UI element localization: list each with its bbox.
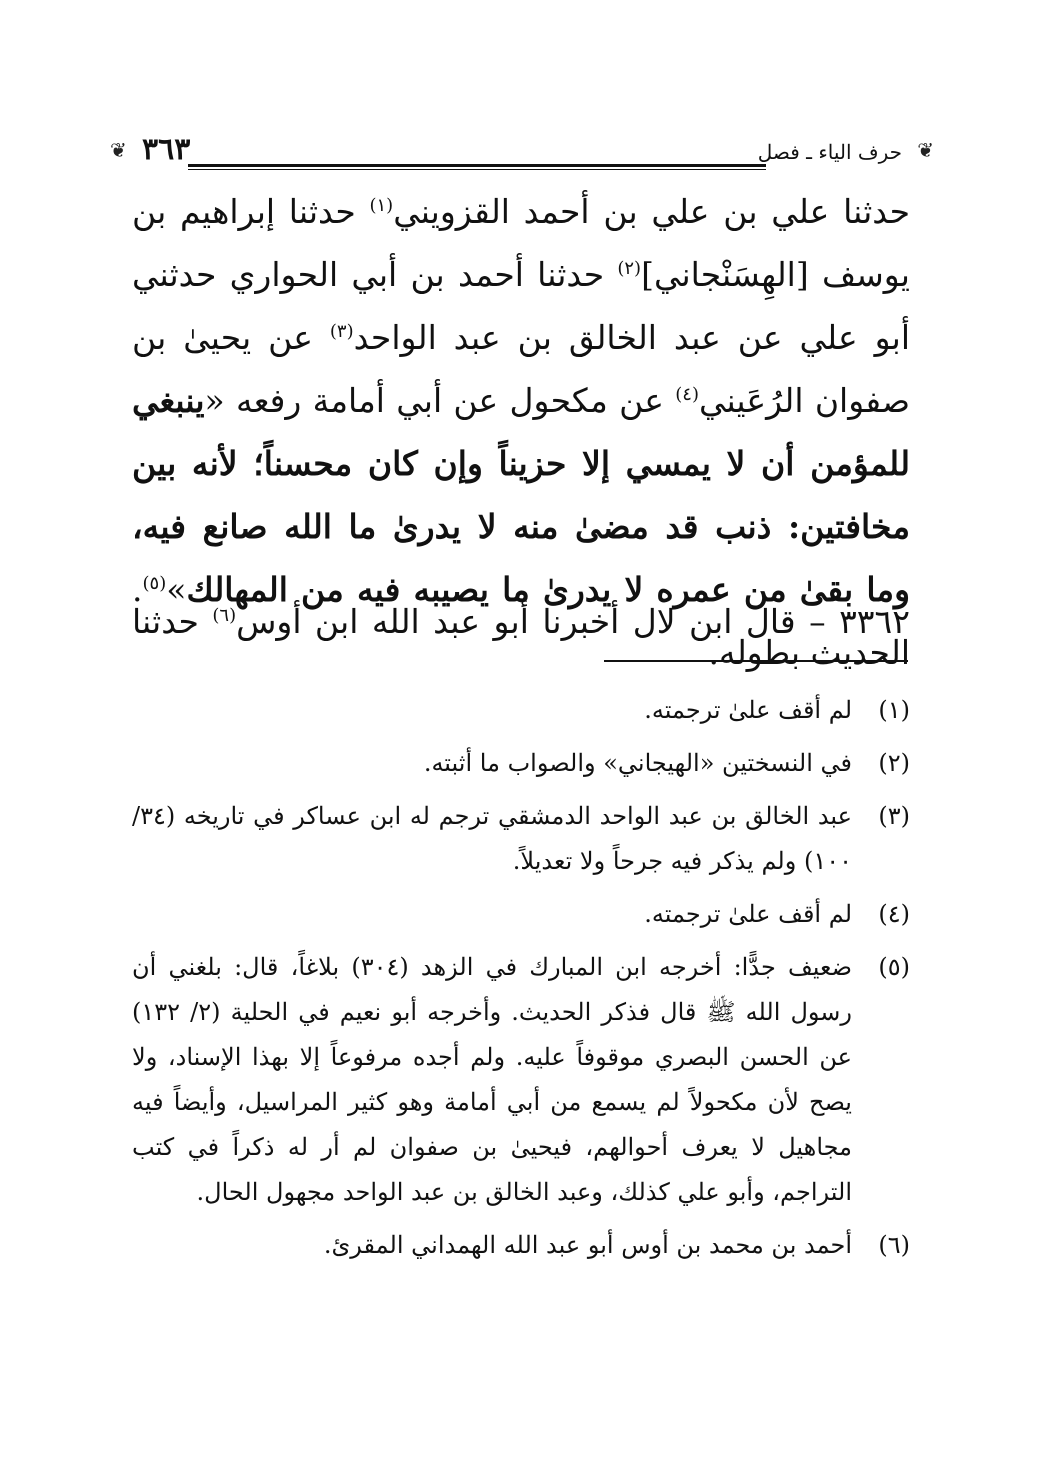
running-header [110,128,934,176]
text-segment: حدثنا إبراهيم بن يوسف [الهِسَنْجاني] [132,192,910,294]
footnote-line: لم أقف علىٰ ترجمته. [644,696,852,724]
footnote-number: (٤) [878,900,910,928]
footnote [132,1223,910,1268]
footnote-text [132,892,852,937]
entry-tail: حدثنا [132,602,213,641]
footnote-ref: (٣) [329,321,354,342]
footnote-line: في النسختين «الهيجاني» والصواب ما أثبته. [423,749,852,777]
footnote-line: أحمد بن محمد بن أوس أبو عبد الله الهمداني المقرئ. [323,1231,852,1259]
footnote-ref: (٦) [212,605,237,626]
text-segment: عن يحيىٰ بن صفوان الرُعَيني [132,318,910,420]
entry-text: ٣٣٦٢ – قال ابن لال أخبرنا أبو عبد الله ابن أوس [236,602,910,641]
footnote [132,892,910,937]
text-segment: حدثنا أحمد بن أبي الحواري حدثني أبو علي عن عبد الخالق بن عبد الواحد [132,255,910,357]
footnote-number: (٢) [878,749,910,777]
running-title: حرف الياء ـ فصل [757,140,902,164]
footnote [132,688,910,733]
text-segment: . الحديث بطوله. [132,570,910,672]
footnote-ref: (١) [369,195,394,216]
footnote-ref: (٥) [142,573,167,594]
text-segment: » [166,570,187,609]
footnote-number: (٥) [878,953,910,981]
footnote [132,794,910,884]
text-segment: عن مكحول عن أبي أمامة رفعه « [204,381,676,420]
page-number: ٣٦٣ [142,132,191,167]
footnote-text [132,688,852,733]
ornament-left-icon: ❦ [110,138,127,162]
footnote-number: (١) [878,696,910,724]
next-entry [132,590,910,653]
hadith-text: ينبغي للمؤمن أن لا يمسي إلا حزيناً وإن كان محسناً؛ لأنه بين مخافتين: ذنب قد مضىٰ منه لا يدرىٰ ما الله صانع فيه، وما بقىٰ من عمره لا يدرىٰ ما يصيبه فيه من المهالك [132,381,910,609]
footnote [132,741,910,786]
footnote-text [132,1223,852,1268]
footnote-number: (٦) [878,1231,910,1259]
footnote-text [132,741,852,786]
footnote-number: (٣) [878,802,910,830]
header-rule [188,164,766,170]
footnote-line: عبد الخالق بن عبد الواحد الدمشقي ترجم له ابن عساكر في تاريخه (٣٤/ ١٠٠) ولم يذكر فيه جرحاً ولا تعديلاً. [132,802,852,875]
footnote-line: ضعيف جدًّا: أخرجه ابن المبارك في الزهد (٣٠٤) بلاغاً، قال: بلغني أن رسول الله ﷺ قال فذكر الحديث. وأخرجه أبو نعيم في الحلية (٢/ ١٣٢) عن الحسن البصري موقوفاً عليه. ولم أجده مرفوعاً إلا بهذا الإسناد، ولا يصح لأن مكحولاً لم يسمع من أبي أمامة وهو كثير المراسيل، وأيضاً فيه مجاهيل لا يعرف أحوالهم، فيحيىٰ بن صفوان لم أر له ذكراً في كتب التراجم، وأبو علي كذلك، وعبد الخالق بن عبد الواحد مجهول الحال. [132,953,852,1206]
footnote-text [132,945,852,1215]
footnotes [132,688,910,1276]
footnote-line: لم أقف علىٰ ترجمته. [644,900,852,928]
text-segment: حدثنا علي بن علي بن أحمد القزويني [393,192,911,231]
footnote-text [132,794,852,884]
footnote-ref: (٤) [675,384,699,405]
footnote-ref: (٢) [617,258,642,279]
footnote-separator [604,660,908,662]
ornament-right-icon: ❦ [917,138,934,162]
footnote [132,945,910,1215]
